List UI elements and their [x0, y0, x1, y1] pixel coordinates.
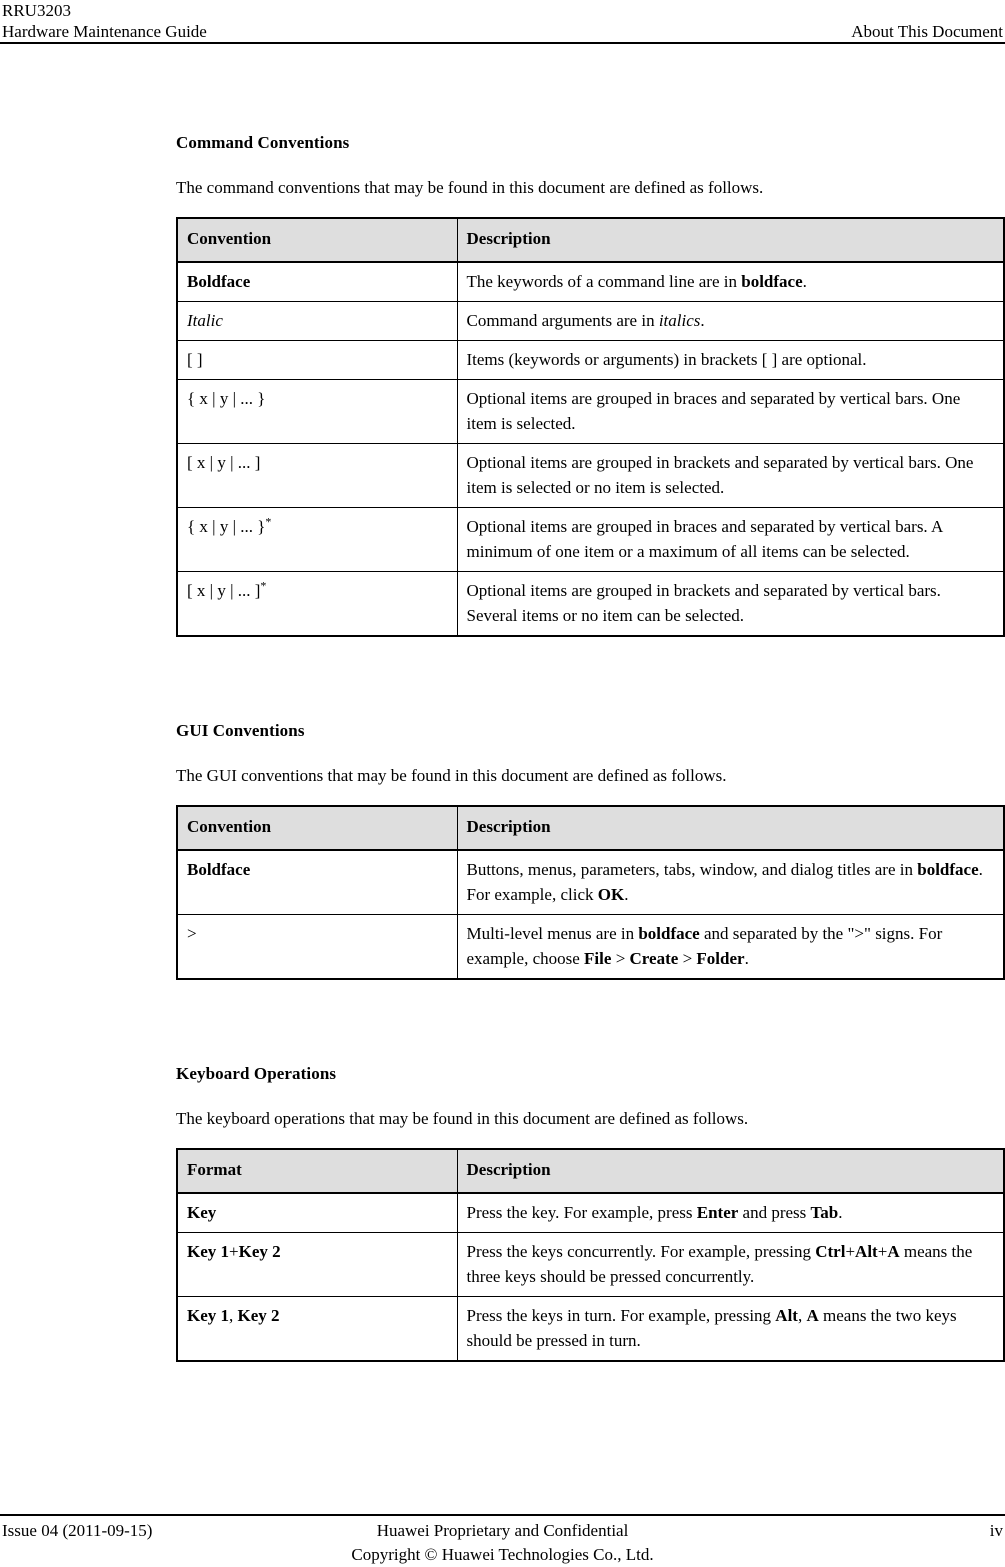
footer-issue-date: Issue 04 (2011-09-15): [2, 1521, 153, 1540]
spacer: [176, 199, 1003, 217]
footer-confidential-line1: Huawei Proprietary and Confidential: [376, 1521, 629, 1540]
cell-convention: { x | y | ... }: [177, 380, 457, 444]
spacer: [176, 1130, 1003, 1148]
table-row: [177, 444, 1004, 508]
footer-page-number: iv: [989, 1521, 1003, 1540]
cell-description: Optional items are grouped in braces and separated by vertical bars. One item is selected.: [457, 380, 1004, 444]
section-title-command-conventions: Command Conventions: [176, 133, 350, 152]
keyboard-operations-table: [176, 1148, 1005, 1362]
header-product-name: RRU3203: [2, 1, 71, 20]
header-chapter-name: About This Document: [851, 22, 1003, 41]
table-row: [177, 850, 1004, 915]
cell-convention: Boldface: [177, 850, 457, 915]
footer-confidential-notice: [0, 1519, 1005, 1567]
cell-format: Key 1, Key 2: [177, 1297, 457, 1362]
section-intro-keyboard-operations: The keyboard operations that may be found in this document are defined as follows.: [176, 1109, 749, 1128]
spacer: [176, 637, 1003, 720]
column-header-convention: Convention: [177, 806, 457, 850]
cell-convention: Italic: [177, 302, 457, 341]
spacer: [176, 742, 1003, 765]
cell-description: Optional items are grouped in brackets and separated by vertical bars. One item is selected or no item is selected.: [457, 444, 1004, 508]
table-row: [177, 1297, 1004, 1362]
gui-conventions-table: [176, 805, 1005, 980]
table-row: [177, 508, 1004, 572]
column-header-description: Description: [457, 1149, 1004, 1193]
cell-description: Buttons, menus, parameters, tabs, window, and dialog titles are in boldface. For example, click OK.: [457, 850, 1004, 915]
page-footer: [0, 1514, 1005, 1566]
table-row: [177, 380, 1004, 444]
table-header-row: [177, 1149, 1004, 1193]
cell-description: Items (keywords or arguments) in brackets [ ] are optional.: [457, 341, 1004, 380]
document-content: [176, 132, 1003, 1362]
section-intro-gui-conventions: The GUI conventions that may be found in this document are defined as follows.: [176, 766, 727, 785]
table-row: [177, 1233, 1004, 1297]
cell-description: Multi-level menus are in boldface and separated by the ">" signs. For example, choose File > Create > Folder.: [457, 915, 1004, 980]
cell-convention: [ x | y | ... ]*: [177, 572, 457, 637]
header-left-block: [2, 0, 207, 42]
asterisk-marker: *: [265, 514, 272, 529]
section-title-gui-conventions: GUI Conventions: [176, 721, 305, 740]
cell-description: Optional items are grouped in braces and separated by vertical bars. A minimum of one item or a maximum of all items can be selected.: [457, 508, 1004, 572]
cell-description: Optional items are grouped in brackets and separated by vertical bars. Several items or no item can be selected.: [457, 572, 1004, 637]
cell-description: Press the keys concurrently. For example, pressing Ctrl+Alt+A means the three keys should be pressed concurrently.: [457, 1233, 1004, 1297]
command-conventions-table: [176, 217, 1005, 637]
section-title-keyboard-operations: Keyboard Operations: [176, 1064, 337, 1083]
table-row: [177, 915, 1004, 980]
table-row: [177, 1193, 1004, 1233]
spacer: [176, 787, 1003, 805]
cell-description: Command arguments are in italics.: [457, 302, 1004, 341]
column-header-convention: Convention: [177, 218, 457, 262]
spacer: [176, 980, 1003, 1063]
column-header-description: Description: [457, 806, 1004, 850]
header-document-title: Hardware Maintenance Guide: [2, 22, 207, 41]
cell-convention: { x | y | ... }*: [177, 508, 457, 572]
section-intro-command-conventions: The command conventions that may be found in this document are defined as follows.: [176, 178, 764, 197]
table-row: [177, 341, 1004, 380]
table-row: [177, 572, 1004, 637]
cell-convention: >: [177, 915, 457, 980]
cell-convention: Boldface: [177, 262, 457, 302]
cell-convention: [ ]: [177, 341, 457, 380]
table-header-row: [177, 218, 1004, 262]
table-row: [177, 302, 1004, 341]
cell-format: Key 1+Key 2: [177, 1233, 457, 1297]
table-row: [177, 262, 1004, 302]
spacer: [176, 154, 1003, 177]
asterisk-marker: *: [260, 578, 267, 593]
column-header-description: Description: [457, 218, 1004, 262]
cell-description: The keywords of a command line are in boldface.: [457, 262, 1004, 302]
footer-copyright-line: Copyright © Huawei Technologies Co., Ltd.: [351, 1545, 654, 1564]
cell-description: Press the key. For example, press Enter and press Tab.: [457, 1193, 1004, 1233]
cell-description: Press the keys in turn. For example, pressing Alt, A means the two keys should be pressed in turn.: [457, 1297, 1004, 1362]
column-header-format: Format: [177, 1149, 457, 1193]
table-header-row: [177, 806, 1004, 850]
spacer: [176, 1085, 1003, 1108]
cell-convention: [ x | y | ... ]: [177, 444, 457, 508]
cell-format: Key: [177, 1193, 457, 1233]
page-header: [0, 0, 1005, 44]
